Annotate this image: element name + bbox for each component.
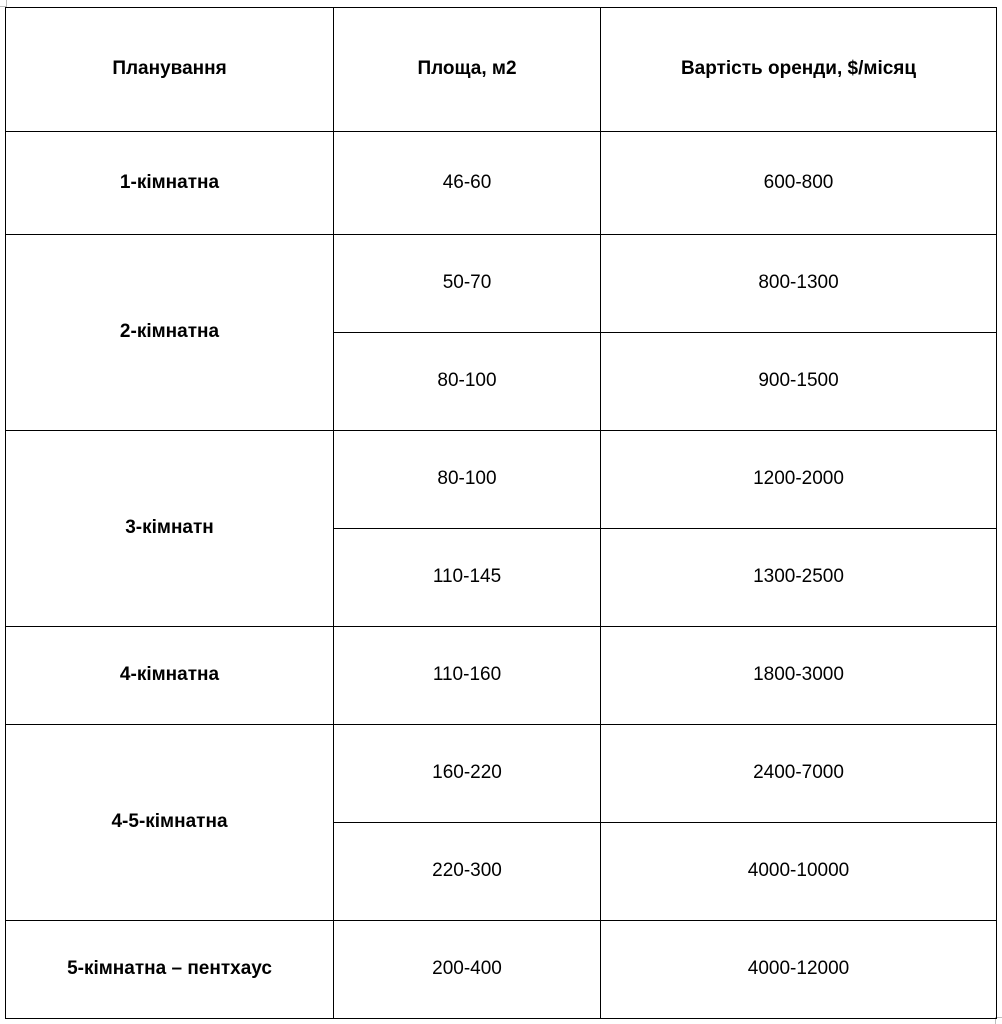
price-cell: 1200-2000 <box>601 431 997 529</box>
price-cell: 1300-2500 <box>601 529 997 627</box>
area-cell: 110-160 <box>334 627 601 725</box>
area-cell: 200-400 <box>334 921 601 1019</box>
area-cell: 110-145 <box>334 529 601 627</box>
table-row <box>6 431 997 529</box>
header-layout: Планування <box>6 8 334 132</box>
header-area: Площа, м2 <box>334 8 601 132</box>
area-cell: 160-220 <box>334 725 601 823</box>
layout-cell: 1-кімнатна <box>6 132 334 235</box>
layout-cell: 4-5-кімнатна <box>6 725 334 921</box>
layout-cell: 4-кімнатна <box>6 627 334 725</box>
rent-price-table <box>5 7 997 1019</box>
table-row <box>6 627 997 725</box>
price-cell: 900-1500 <box>601 333 997 431</box>
layout-cell: 5-кімнатна – пентхаус <box>6 921 334 1019</box>
price-cell: 2400-7000 <box>601 725 997 823</box>
price-cell: 600-800 <box>601 132 997 235</box>
header-row <box>6 8 997 132</box>
table-row <box>6 235 997 333</box>
header-price: Вартість оренди, $/місяц <box>601 8 997 132</box>
price-cell: 4000-10000 <box>601 823 997 921</box>
layout-cell: 2-кімнатна <box>6 235 334 431</box>
table-row <box>6 921 997 1019</box>
table-row <box>6 725 997 823</box>
area-cell: 46-60 <box>334 132 601 235</box>
area-cell: 80-100 <box>334 333 601 431</box>
table-row <box>6 132 997 235</box>
area-cell: 50-70 <box>334 235 601 333</box>
area-cell: 80-100 <box>334 431 601 529</box>
layout-cell: 3-кімнатн <box>6 431 334 627</box>
price-cell: 4000-12000 <box>601 921 997 1019</box>
page-corner-mark-top-left <box>0 0 7 7</box>
document-page <box>5 7 996 1018</box>
area-cell: 220-300 <box>334 823 601 921</box>
price-cell: 800-1300 <box>601 235 997 333</box>
price-cell: 1800-3000 <box>601 627 997 725</box>
